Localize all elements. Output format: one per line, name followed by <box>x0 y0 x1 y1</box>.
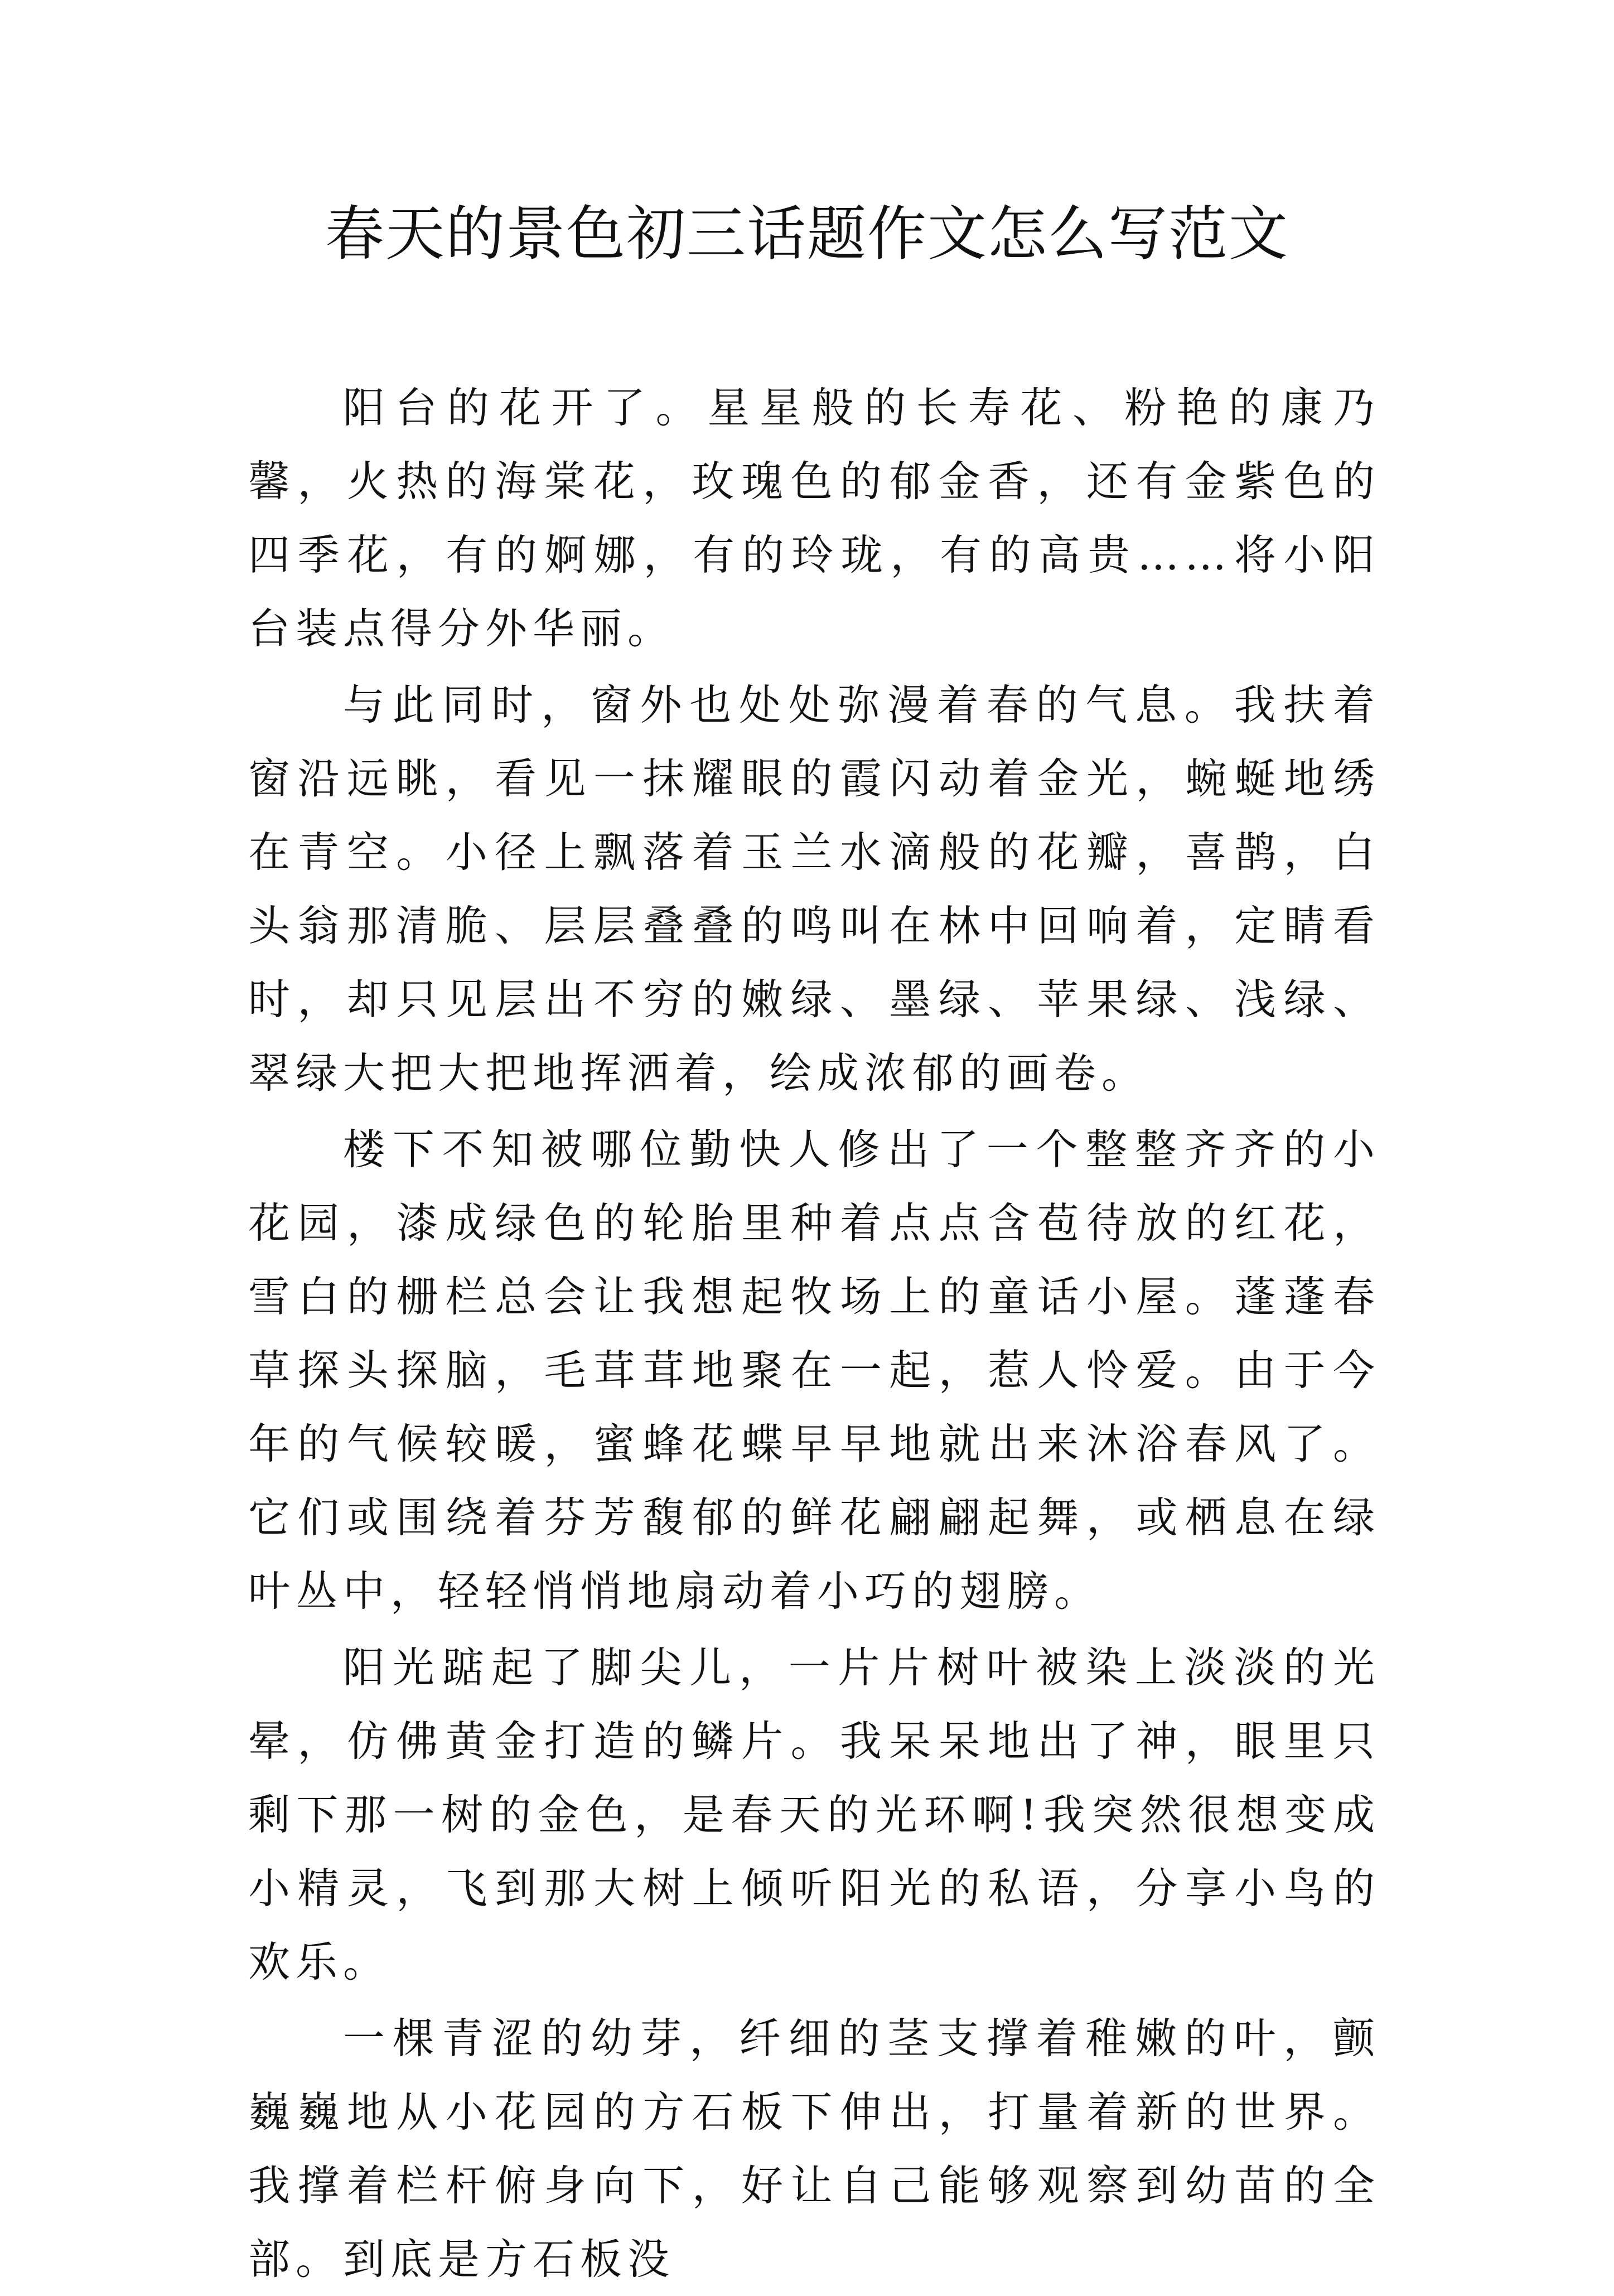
paragraph-4: 阳光踮起了脚尖儿，一片片树叶被染上淡淡的光晕，仿佛黄金打造的鳞片。我呆呆地出了神，眼里只剩下那一树的金色，是春天的光环啊!我突然很想变成小精灵，飞到那大树上倾听阳光的私语，分享小鸟的欢乐。 <box>248 1643 1380 1986</box>
document-title: 春天的景色初三话题作文怎么写范文 <box>325 200 1289 268</box>
document-body <box>248 371 1380 2296</box>
paragraph-2: 与此同时，窗外也处处弥漫着春的气息。我扶着窗沿远眺，看见一抹耀眼的霞闪动着金光，蜿蜒地绣在青空。小径上飘落着玉兰水滴般的花瓣，喜鹊，白头翁那清脆、层层叠叠的鸣叫在林中回响着，定睛看时，却只见层出不穷的嫩绿、墨绿、苹果绿、浅绿、翠绿大把大把地挥洒着，绘成浓郁的画卷。 <box>248 680 1380 1098</box>
paragraph-3: 楼下不知被哪位勤快人修出了一个整整齐齐的小花园，漆成绿色的轮胎里种着点点含苞待放的红花，雪白的栅栏总会让我想起牧场上的童话小屋。蓬蓬春草探头探脑，毛茸茸地聚在一起，惹人怜爱。由于今年的气候较暖，蜜蜂花蝶早早地就出来沐浴春风了。它们或围绕着芬芳馥郁的鲜花翩翩起舞，或栖息在绿叶丛中，轻轻悄悄地扇动着小巧的翅膀。 <box>248 1125 1380 1616</box>
paragraph-5: 一棵青涩的幼芽，纤细的茎支撑着稚嫩的叶，颤巍巍地从小花园的方石板下伸出，打量着新的世界。我撑着栏杆俯身向下，好让自己能够观察到幼苗的全部。到底是方石板没 <box>248 2014 1380 2284</box>
paragraph-1: 阳台的花开了。星星般的长寿花、粉艳的康乃馨，火热的海棠花，玫瑰色的郁金香，还有金紫色的四季花，有的婀娜，有的玲珑，有的高贵……将小阳台装点得分外华丽。 <box>248 383 1380 653</box>
